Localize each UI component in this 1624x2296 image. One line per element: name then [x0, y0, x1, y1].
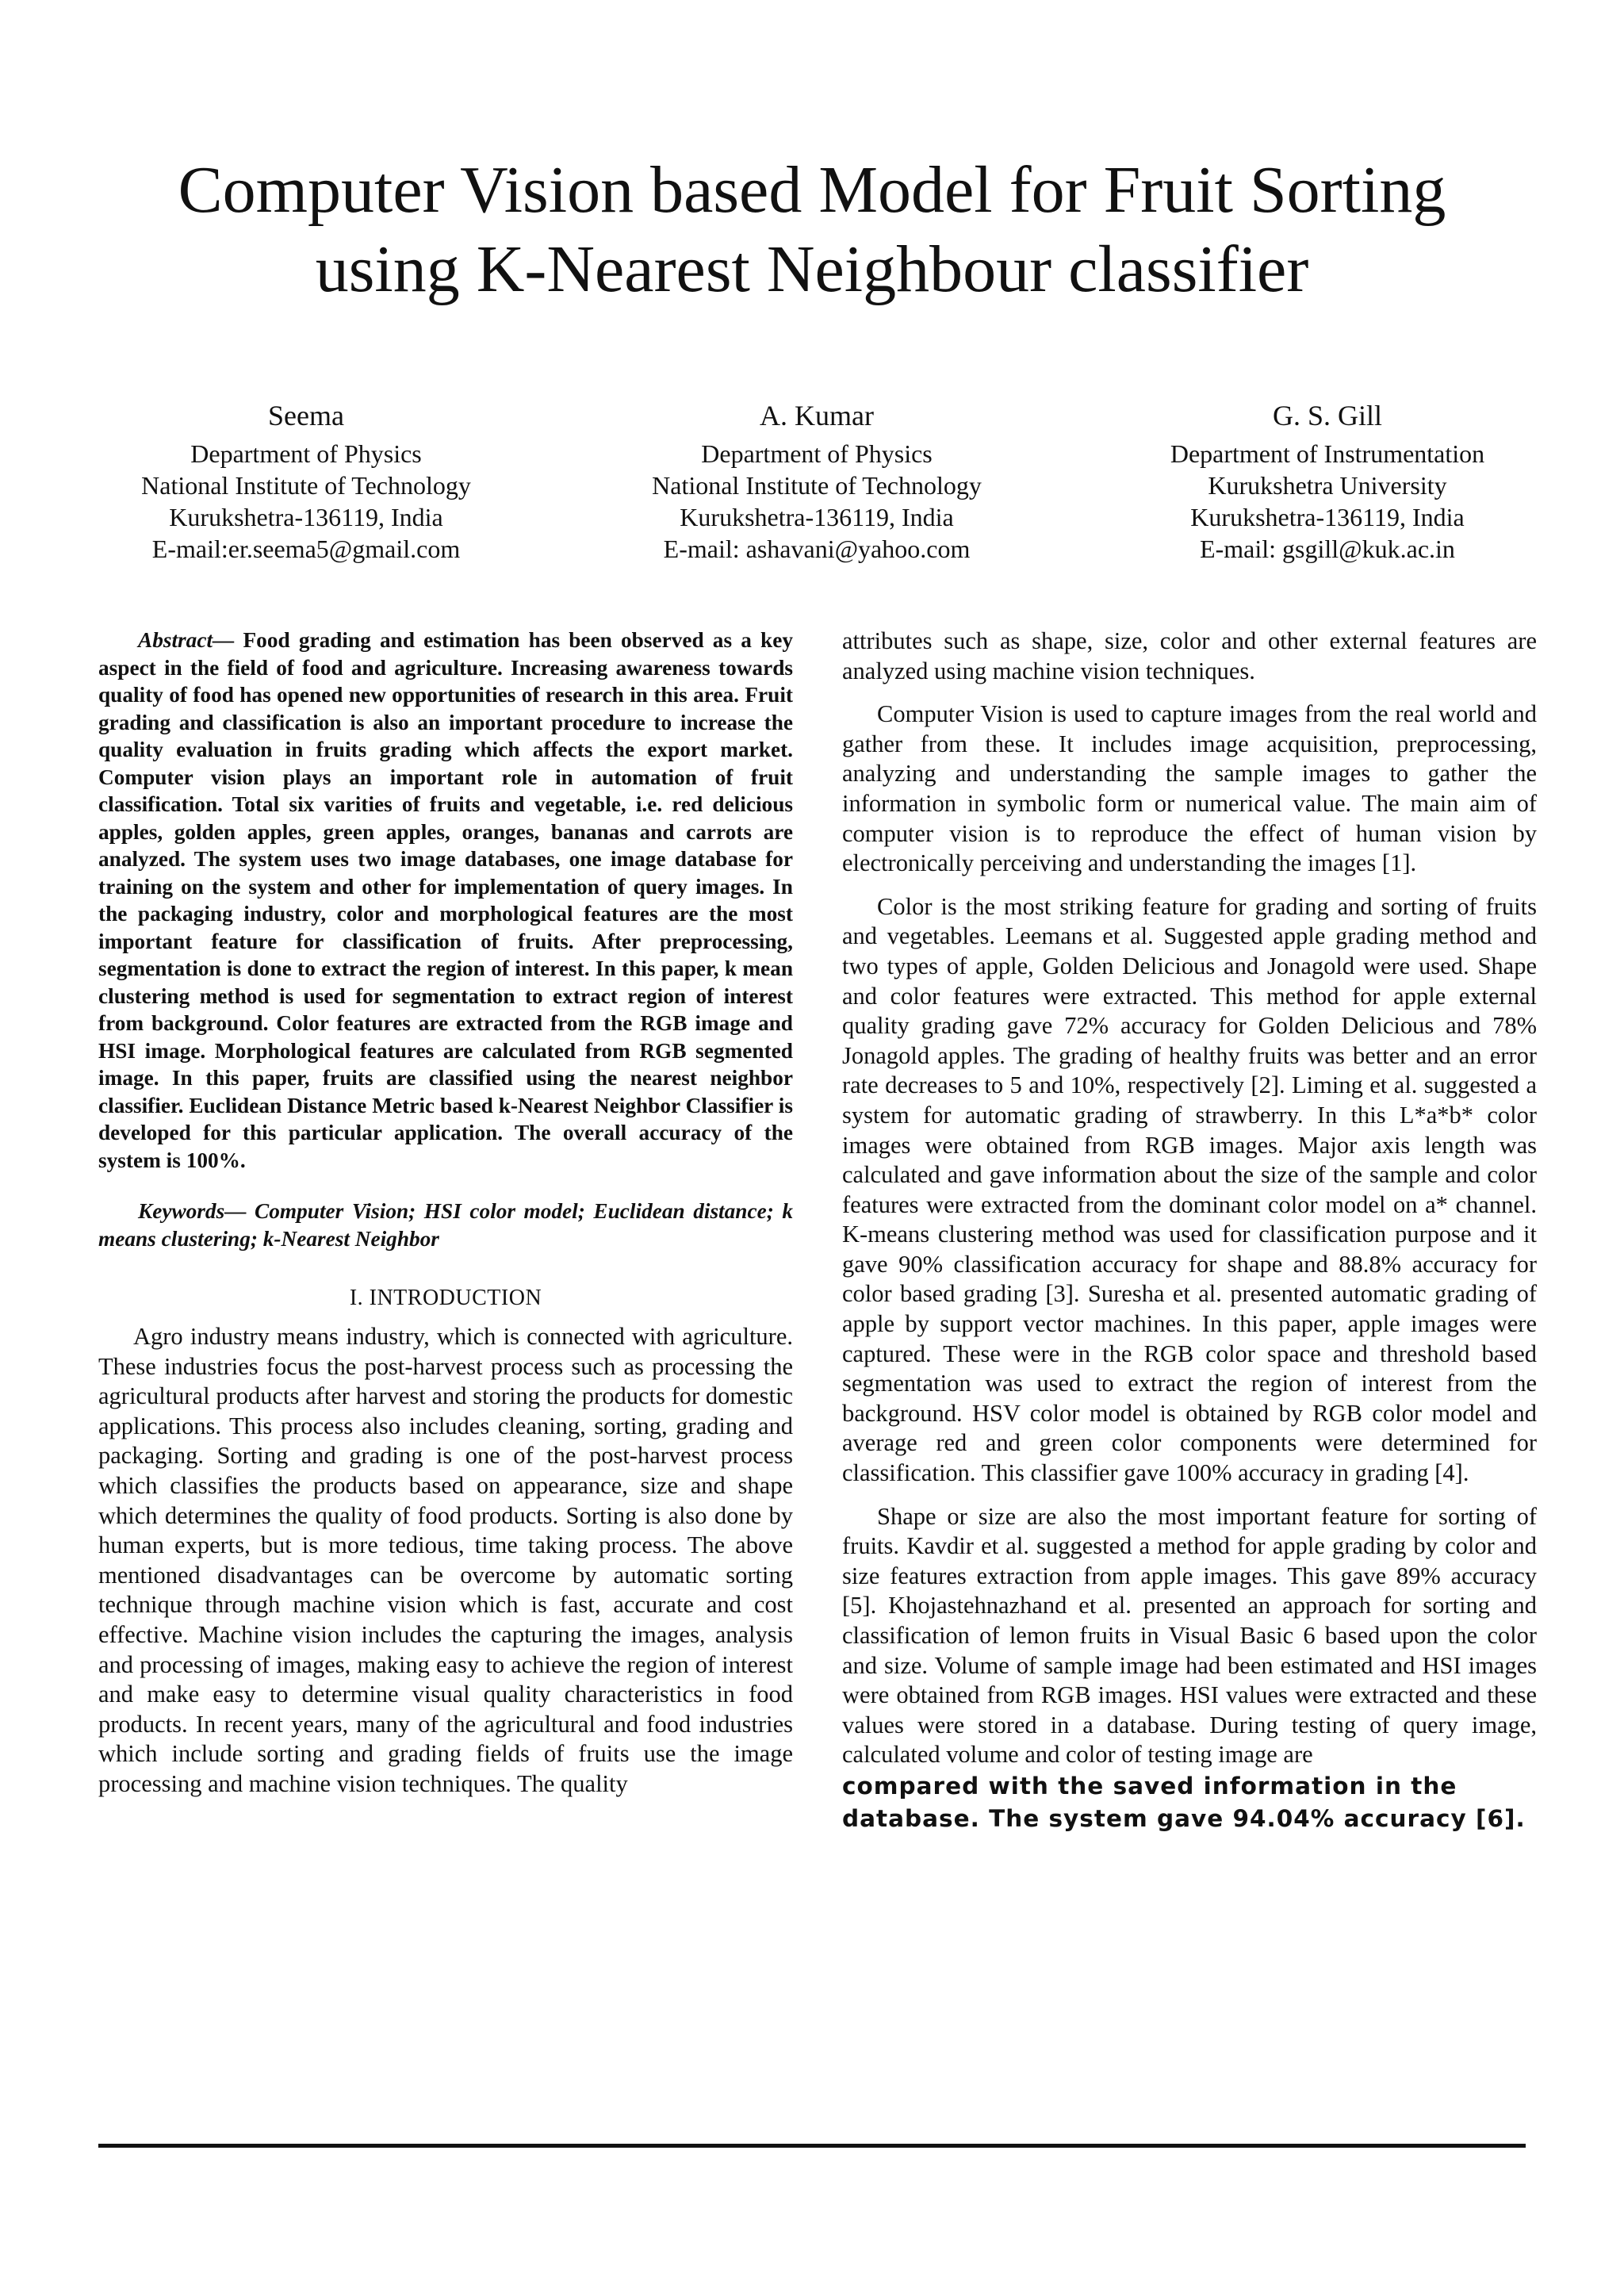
- author-block: [0, 393, 1624, 576]
- author-city: Kurukshetra-136119, India: [680, 503, 954, 531]
- intro-paragraph-4: Shape or size are also the most important feature for sorting of fruits. Kavdir et al. suggested a method for apple grading by color and size features extraction from apple images. This gave 89% accuracy [5]. Khojastehnazhand et al. presented an approach for sorting and classification of lemon fruits in Visual Basic 6 based upon the color and size. Volume of sample image had been estimated and HSI images were obtained from RGB images. HSI values were extracted and these values were stored in a database. During testing of query image, calculated volume and color of testing image are: [842, 1502, 1537, 1769]
- intro-paragraph-1: Agro industry means industry, which is connected with agriculture. These industries focus the post-harvest process such as processing the agricultural products after harvest and storing the products for domestic applications. This process also includes cleaning, sorting, grading and packaging. Sorting and grading is one of the post-harvest process which classifies the products based on appearance, size and shape which determines the quality of food products. Sorting is also done by human experts, but is more tedious, time taking process. The above mentioned disadvantages can be overcome by automatic sorting technique through machine vision which is fast, accurate and cost effective. Machine vision includes the capturing the images, analysis and processing of images, making easy to achieve the region of interest and make easy to determine visual quality characteristics in food products. In recent years, many of the agricultural and food industries which include sorting and grading fields of fruits use the image processing and machine vision techniques. The quality: [98, 1323, 793, 1797]
- author-name: G. S. Gill: [1272, 400, 1383, 431]
- intro-paragraph-1-continued: attributes such as shape, size, color and other external features are analyzed using machine vision techniques.: [842, 627, 1537, 684]
- author-1: [60, 393, 552, 565]
- intro-paragraph-3: Color is the most striking feature for grading and sorting of fruits and vegetables. Leemans et al. Suggested apple grading method and two types of apple, Golden Delicious and Jonagold were used. Shape and color features were extracted. This method for apple external quality grading gave 72% accuracy for Golden Delicious and 78% Jonagold apples. The grading of healthy fruits was better and an error rate decreases to 5 and 10%, respectively [2]. Liming et al. suggested a system for automatic grading of strawberry. In this L*a*b* color images were obtained from RGB images. Major axis length was calculated and gave information about the size of the sample and color features were extracted from the dominant color model on a* channel. K-means clustering method was used for classification purpose and it gave 90% classification accuracy for shape and 88.8% accuracy for color based grading [3]. Suresha et al. presented automatic grading of apple by support vector machines. In this paper, apple images were captured. These were in the RGB color space and threshold based segmentation was used to extract the region of interest from the background. HSV color model is obtained by RGB color model and average red and green color components were determined for classification. This classifier gave 100% accuracy in grading [4].: [842, 892, 1537, 1487]
- author-3: [1082, 393, 1573, 565]
- author-name: A. Kumar: [760, 400, 874, 431]
- author-name: Seema: [268, 400, 344, 431]
- keywords: [98, 1198, 793, 1252]
- author-institution: National Institute of Technology: [652, 471, 982, 500]
- paragraph-tail-line-1: compared with the saved information in the: [842, 1772, 1457, 1800]
- author-city: Kurukshetra-136119, India: [169, 503, 443, 531]
- author-department: Department of Physics: [701, 439, 933, 468]
- abstract-label: Abstract—: [138, 628, 235, 652]
- author-institution: National Institute of Technology: [141, 471, 471, 500]
- keywords-text: Computer Vision; HSI color model; Euclidean distance; k means clustering; k-Nearest Neighbor: [98, 1199, 793, 1251]
- title-line-2: using K-Nearest Neighbour classifier: [315, 232, 1309, 306]
- author-department: Department of Instrumentation: [1170, 439, 1485, 468]
- paragraph-tail-line-2: database. The system gave 94.04% accuracy [6].: [842, 1804, 1526, 1832]
- section-heading-introduction: I. INTRODUCTION: [349, 1286, 542, 1310]
- author-institution: Kurukshetra University: [1208, 471, 1447, 500]
- author-email: E-mail:er.seema5@gmail.com: [151, 535, 461, 563]
- author-email: E-mail: ashavani@yahoo.com: [663, 535, 971, 563]
- abstract: [98, 627, 793, 1174]
- footer-rule: [98, 2144, 1526, 2148]
- left-column: [98, 627, 793, 1813]
- keywords-label: Keywords—: [138, 1199, 247, 1223]
- author-city: Kurukshetra-136119, India: [1190, 503, 1465, 531]
- paper-title: [98, 151, 1526, 309]
- abstract-text: Food grading and estimation has been observed as a key aspect in the field of food and agriculture. Increasing awareness towards quality of food has opened new opportunities of research in this area. Fruit grading and classification is also an important procedure to increase the quality evaluation in fruits grading which affects the export market. Computer vision plays an important role in automation of fruit classification. Total six varities of fruits and vegetable, i.e. red delicious apples, golden apples, green apples, oranges, bananas and carrots are analyzed. The system uses two image databases, one image database for training on the system and other for implementation of query images. In the packaging industry, color and morphological features are the most important feature for classification of fruits. After preprocessing, segmentation is done to extract the region of interest. In this paper, k mean clustering method is used for segmentation to extract region of interest from background. Color features are extracted from the RGB image and HSI image. Morphological features are calculated from RGB segmented image. In this paper, fruits are classified using the nearest neighbor classifier. Euclidean Distance Metric based k-Nearest Neighbor Classifier is developed for this particular application. The overall accuracy of the system is 100%.: [98, 628, 793, 1172]
- author-2: [571, 393, 1063, 565]
- intro-paragraph-2: Computer Vision is used to capture images from the real world and gather from these. It includes image acquisition, preprocessing, analyzing and understanding the sample images to gather the information in symbolic form or numerical value. The main aim of computer vision is to reproduce the effect of human vision by electronically perceiving and understanding the images [1].: [842, 700, 1537, 877]
- author-department: Department of Physics: [190, 439, 422, 468]
- title-line-1: Computer Vision based Model for Fruit Sorting: [178, 153, 1446, 227]
- right-column: [842, 627, 1537, 1835]
- author-email: E-mail: gsgill@kuk.ac.in: [1200, 535, 1455, 563]
